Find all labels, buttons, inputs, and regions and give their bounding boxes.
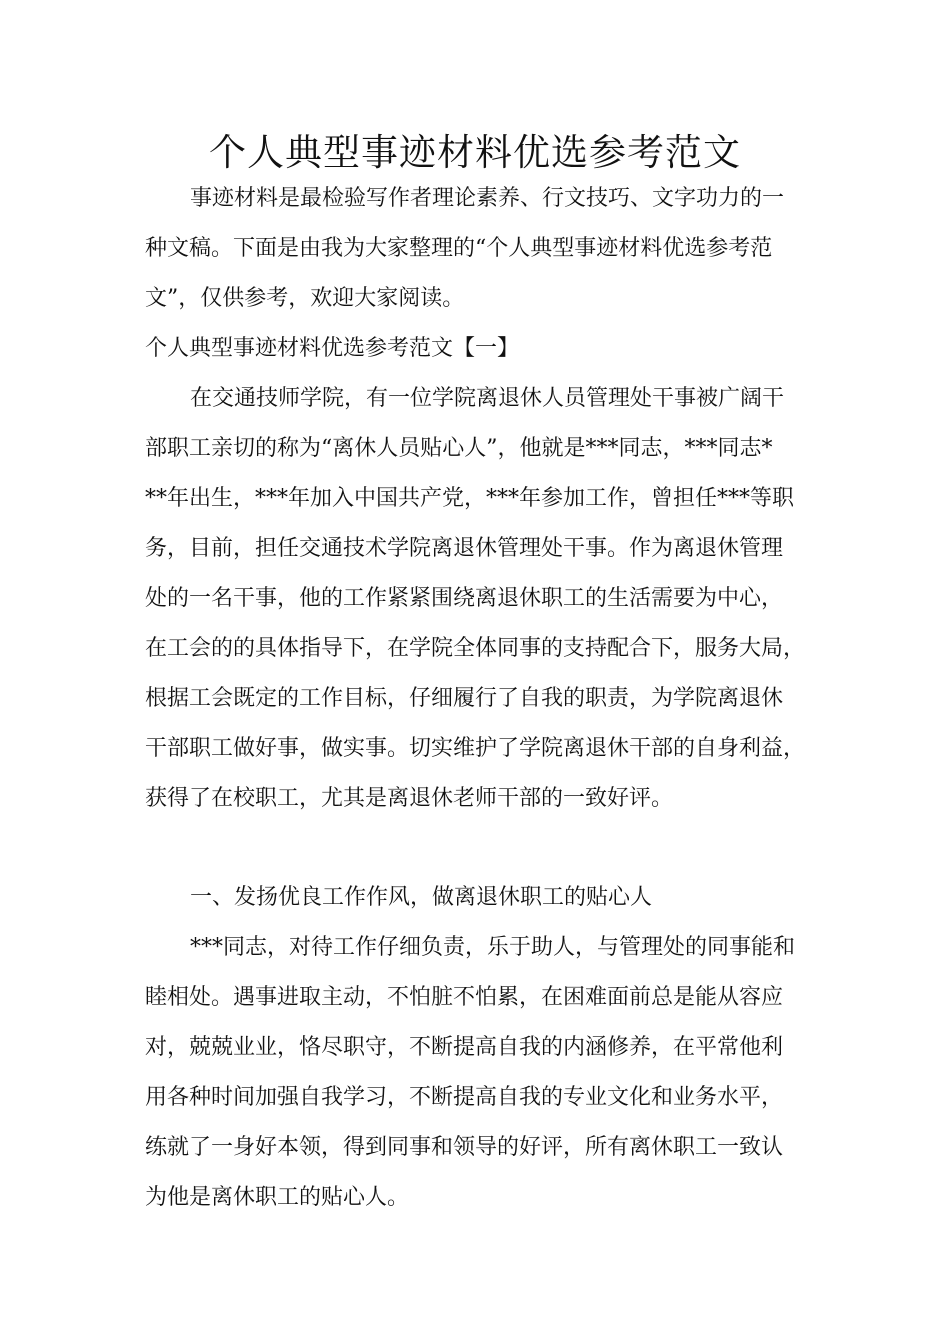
intro-line: 种文稿。下面是由我为大家整理的“个人典型事迹材料优选参考范 (145, 236, 773, 261)
section-heading: 个人典型事迹材料优选参考范文【一】 (145, 336, 520, 361)
paragraph1-line: 在交通技师学院，有一位学院离退休人员管理处干事被广阔干 (190, 386, 785, 411)
paragraph1-line: 获得了在校职工，尤其是离退休老师干部的一致好评。 (145, 786, 674, 811)
subheading: 一、发扬优良工作作风，做离退休职工的贴心人 (190, 885, 653, 910)
paragraph1-line: 务，目前，担任交通技术学院离退休管理处干事。作为离退休管理 (145, 536, 784, 561)
paragraph1-line: 部职工亲切的称为“离休人员贴心人”，他就是***同志，***同志* (145, 436, 773, 461)
paragraph2-line: ***同志，对待工作仔细负责，乐于助人，与管理处的同事能和 (190, 935, 796, 960)
paragraph1-line: 在工会的的具体指导下，在学院全体同事的支持配合下，服务大局， (145, 636, 806, 661)
intro-line: 文”，仅供参考，欢迎大家阅读。 (145, 286, 465, 311)
intro-line: 事迹材料是最检验写作者理论素养、行文技巧、文字功力的一 (190, 186, 785, 211)
paragraph1-line: 干部职工做好事，做实事。切实维护了学院离退休干部的自身利益， (145, 736, 806, 761)
paragraph1-line: 根据工会既定的工作目标，仔细履行了自我的职责，为学院离退休 (145, 686, 784, 711)
document-title: 个人典型事迹材料优选参考范文 (209, 131, 741, 174)
paragraph1-line: **年出生，***年加入中国共产党，***年参加工作，曾担任***等职 (145, 486, 795, 511)
paragraph1-line: 处的一名干事，他的工作紧紧围绕离退休职工的生活需要为中心， (145, 586, 784, 611)
paragraph2-line: 为他是离休职工的贴心人。 (145, 1185, 410, 1210)
paragraph2-line: 练就了一身好本领，得到同事和领导的好评，所有离休职工一致认 (145, 1135, 784, 1160)
paragraph2-line: 用各种时间加强自我学习，不断提高自我的专业文化和业务水平， (145, 1085, 784, 1110)
paragraph2-line: 对，兢兢业业，恪尽职守，不断提高自我的内涵修养，在平常他利 (145, 1035, 784, 1060)
paragraph2-line: 睦相处。遇事进取主动，不怕脏不怕累，在困难面前总是能从容应 (145, 985, 784, 1010)
